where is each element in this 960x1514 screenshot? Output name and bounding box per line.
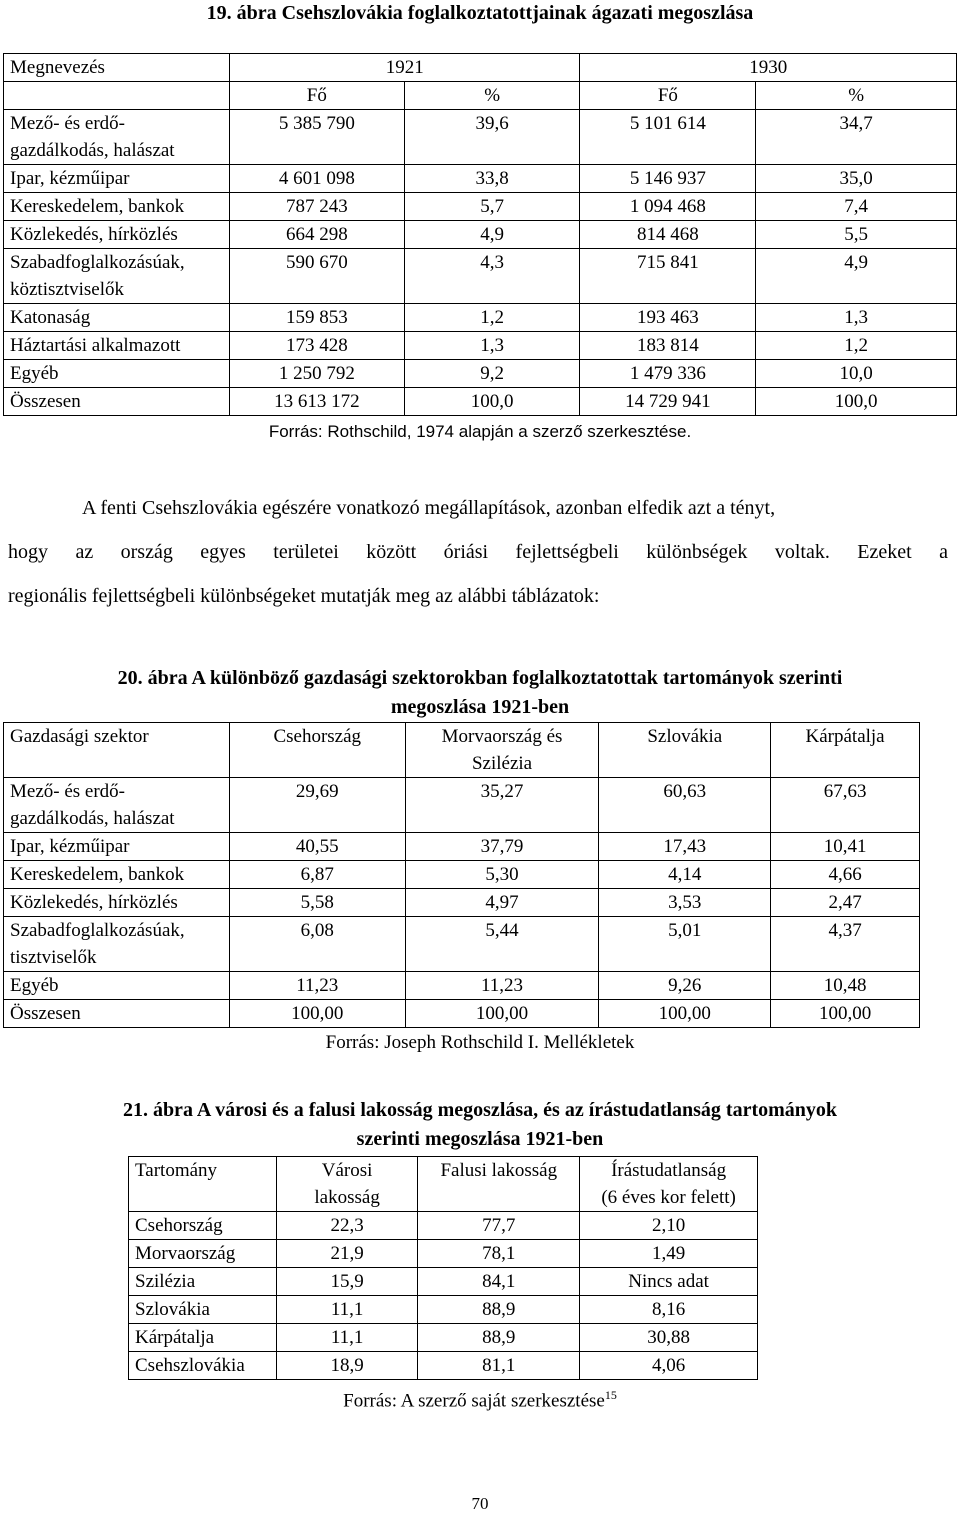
cell-value: 100,0: [404, 388, 580, 416]
cell-value: 4 601 098: [229, 165, 404, 193]
cell-value: 715 841: [580, 249, 756, 304]
table-row: [129, 1240, 758, 1268]
row-label: [4, 110, 230, 165]
table-row: [4, 972, 920, 1000]
table-row: [4, 360, 957, 388]
table-row-total: [4, 1000, 920, 1028]
header-falusi: Falusi lakosság: [418, 1157, 580, 1212]
row-label-line1: Mező- és erdő-: [10, 781, 126, 802]
cell-value: 3,53: [599, 889, 771, 917]
table-row: [4, 165, 957, 193]
subheader-pct-1921: %: [404, 82, 580, 110]
cell-value: 193 463: [580, 304, 756, 332]
row-label: Egyéb: [4, 972, 230, 1000]
cell-value: 35,0: [756, 165, 957, 193]
cell-value: 100,00: [229, 1000, 405, 1028]
cell-value: 4,9: [756, 249, 957, 304]
cell-value: 1 094 468: [580, 193, 756, 221]
cell-value: 11,1: [276, 1324, 418, 1352]
row-label: Morvaország: [129, 1240, 277, 1268]
row-label-line1: Szabadfoglalkozásúak,: [10, 920, 185, 941]
cell-value: 159 853: [229, 304, 404, 332]
cell-value: Nincs adat: [580, 1268, 758, 1296]
row-label: Háztartási alkalmazott: [4, 332, 230, 360]
cell-value: 787 243: [229, 193, 404, 221]
subheader-fo-1930: Fő: [580, 82, 756, 110]
row-label-line2: tisztviselők: [10, 947, 97, 968]
cell-value: 11,23: [229, 972, 405, 1000]
table-row: [129, 1352, 758, 1380]
figure-19-source: Forrás: Rothschild, 1974 alapján a szerző szerkesztése.: [268, 422, 692, 441]
table-header-row: [4, 723, 920, 778]
table-header-row: [129, 1157, 758, 1212]
cell-value: 60,63: [599, 778, 771, 833]
cell-value: 77,7: [418, 1212, 580, 1240]
page-number: 70: [471, 1494, 489, 1513]
cell-value: 173 428: [229, 332, 404, 360]
row-label: Kárpátalja: [129, 1324, 277, 1352]
cell-value: 22,3: [276, 1212, 418, 1240]
cell-value: 6,08: [229, 917, 405, 972]
cell-value: 5 146 937: [580, 165, 756, 193]
table-row: [4, 917, 920, 972]
cell-value: 78,1: [418, 1240, 580, 1268]
cell-value: 8,16: [580, 1296, 758, 1324]
table-row-total: [4, 388, 957, 416]
cell-value: 4,66: [771, 861, 920, 889]
table-row: [4, 833, 920, 861]
cell-value: 81,1: [418, 1352, 580, 1380]
row-label: Összesen: [4, 1000, 230, 1028]
cell-value: 88,9: [418, 1296, 580, 1324]
figure-21-source: [0, 1383, 960, 1413]
table-row: [4, 861, 920, 889]
paragraph-line-3: regionális fejlettségbeli különbségeket mutatják meg az alábbi táblázatok:: [8, 585, 600, 607]
table-row: [4, 332, 957, 360]
table-row: [129, 1324, 758, 1352]
cell-value: 15,9: [276, 1268, 418, 1296]
cell-value: 5,30: [405, 861, 599, 889]
cell-value: 5,7: [404, 193, 580, 221]
header-karpatalja: Kárpátalja: [771, 723, 920, 778]
cell-value: 33,8: [404, 165, 580, 193]
table-row: [4, 249, 957, 304]
cell-value: 40,55: [229, 833, 405, 861]
cell-value: 4,06: [580, 1352, 758, 1380]
cell-value: 13 613 172: [229, 388, 404, 416]
figure-19-title: 19. ábra Csehszlovákia foglalkoztatottjainak ágazati megoszlása: [206, 2, 754, 24]
table-row: [4, 110, 957, 165]
header-tartomany: Tartomány: [129, 1157, 277, 1212]
header-varosi-line2: lakosság: [314, 1187, 380, 1208]
cell-value: 1,3: [404, 332, 580, 360]
table-employment-by-sector: [3, 53, 957, 416]
cell-value: 30,88: [580, 1324, 758, 1352]
header-csehorszag: Csehország: [229, 723, 405, 778]
cell-value: 34,7: [756, 110, 957, 165]
cell-value: 35,27: [405, 778, 599, 833]
row-label: Katonaság: [4, 304, 230, 332]
table-row: [4, 221, 957, 249]
header-year-1921: 1921: [229, 54, 580, 82]
cell-value: 88,9: [418, 1324, 580, 1352]
row-label: Csehszlovákia: [129, 1352, 277, 1380]
cell-value: 5,5: [756, 221, 957, 249]
cell-value: 590 670: [229, 249, 404, 304]
cell-value: 4,3: [404, 249, 580, 304]
cell-value: 6,87: [229, 861, 405, 889]
figure-21-title-line1: 21. ábra A városi és a falusi lakosság megoszlása, és az írástudatlanság tartományok: [122, 1099, 838, 1121]
row-label: [4, 917, 230, 972]
cell-value: 1,3: [756, 304, 957, 332]
cell-value: 1 479 336: [580, 360, 756, 388]
cell-value: 4,37: [771, 917, 920, 972]
row-label: Szlovákia: [129, 1296, 277, 1324]
row-label: Ipar, kézműipar: [4, 833, 230, 861]
cell-value: 9,26: [599, 972, 771, 1000]
table-row: [129, 1296, 758, 1324]
cell-value: 11,23: [405, 972, 599, 1000]
cell-value: 4,14: [599, 861, 771, 889]
empty-cell: [4, 82, 230, 110]
cell-value: 39,6: [404, 110, 580, 165]
cell-value: 5,58: [229, 889, 405, 917]
paragraph-line-2: hogy az ország egyes területei között óriási fejlettségbeli különbségek voltak. Ezeket a: [8, 541, 948, 563]
figure-21-title-line2: szerinti megoszlása 1921-ben: [356, 1128, 604, 1150]
cell-value: 2,10: [580, 1212, 758, 1240]
row-label: Közlekedés, hírközlés: [4, 221, 230, 249]
header-szlovakia: Szlovákia: [599, 723, 771, 778]
body-paragraph: [8, 486, 948, 618]
header-sector: Gazdasági szektor: [4, 723, 230, 778]
cell-value: 5 385 790: [229, 110, 404, 165]
row-label-line2: gazdálkodás, halászat: [10, 140, 175, 161]
cell-value: 9,2: [404, 360, 580, 388]
paragraph-line-1: A fenti Csehszlovákia egészére vonatkozó megállapítások, azonban elfedik azt a tényt,: [82, 497, 776, 519]
row-label: Ipar, kézműipar: [4, 165, 230, 193]
row-label: Egyéb: [4, 360, 230, 388]
cell-value: 100,0: [756, 388, 957, 416]
table-row: [4, 304, 957, 332]
table-sectors-by-province: [3, 722, 920, 1028]
row-label: [4, 778, 230, 833]
cell-value: 17,43: [599, 833, 771, 861]
header-megnevezes: Megnevezés: [4, 54, 230, 82]
row-label: Összesen: [4, 388, 230, 416]
figure-20-title-line2: megoszlása 1921-ben: [390, 696, 570, 718]
footnote-marker[interactable]: 15: [604, 1388, 617, 1402]
header-varosi: [276, 1157, 418, 1212]
cell-value: 183 814: [580, 332, 756, 360]
header-morvaorszag: [405, 723, 599, 778]
cell-value: 1 250 792: [229, 360, 404, 388]
subheader-pct-1930: %: [756, 82, 957, 110]
header-year-1930: 1930: [580, 54, 957, 82]
cell-value: 4,9: [404, 221, 580, 249]
figure-20-source: Forrás: Joseph Rothschild I. Mellékletek: [325, 1032, 635, 1053]
header-varosi-line1: Városi: [321, 1160, 373, 1181]
table-row: [4, 889, 920, 917]
cell-value: 2,47: [771, 889, 920, 917]
cell-value: 18,9: [276, 1352, 418, 1380]
cell-value: 5 101 614: [580, 110, 756, 165]
cell-value: 67,63: [771, 778, 920, 833]
row-label: Kereskedelem, bankok: [4, 861, 230, 889]
row-label-line2: gazdálkodás, halászat: [10, 808, 175, 829]
cell-value: 37,79: [405, 833, 599, 861]
cell-value: 84,1: [418, 1268, 580, 1296]
cell-value: 5,44: [405, 917, 599, 972]
cell-value: 10,48: [771, 972, 920, 1000]
row-label: Csehország: [129, 1212, 277, 1240]
cell-value: 10,0: [756, 360, 957, 388]
cell-value: 11,1: [276, 1296, 418, 1324]
table-subheader-row: [4, 82, 957, 110]
header-iras-line1: Írástudatlanság: [611, 1160, 727, 1181]
row-label: [4, 249, 230, 304]
table-row: [129, 1212, 758, 1240]
table-urban-rural-illiteracy: [128, 1156, 758, 1380]
cell-value: 100,00: [599, 1000, 771, 1028]
cell-value: 4,97: [405, 889, 599, 917]
cell-value: 1,2: [404, 304, 580, 332]
figure-21-source-text: Forrás: A szerző saját szerkesztése: [343, 1390, 605, 1412]
cell-value: 100,00: [405, 1000, 599, 1028]
cell-value: 100,00: [771, 1000, 920, 1028]
cell-value: 5,01: [599, 917, 771, 972]
row-label-line1: Szabadfoglalkozásúak,: [10, 252, 185, 273]
cell-value: 1,2: [756, 332, 957, 360]
header-irastudatlansag: [580, 1157, 758, 1212]
header-morvaorszag-line2: Szilézia: [471, 753, 533, 774]
figure-20-title-line1: 20. ábra A különböző gazdasági szektorokban foglalkoztatottak tartományok szerinti: [117, 667, 843, 689]
table-row: [4, 193, 957, 221]
row-label-line1: Mező- és erdő-: [10, 113, 126, 134]
cell-value: 21,9: [276, 1240, 418, 1268]
table-header-row: [4, 54, 957, 82]
cell-value: 14 729 941: [580, 388, 756, 416]
cell-value: 664 298: [229, 221, 404, 249]
table-row: [4, 778, 920, 833]
row-label: Kereskedelem, bankok: [4, 193, 230, 221]
subheader-fo-1921: Fő: [229, 82, 404, 110]
cell-value: 7,4: [756, 193, 957, 221]
cell-value: 29,69: [229, 778, 405, 833]
cell-value: 1,49: [580, 1240, 758, 1268]
row-label-line2: köztisztviselők: [10, 279, 124, 300]
row-label: Szilézia: [129, 1268, 277, 1296]
cell-value: 10,41: [771, 833, 920, 861]
header-iras-line2: (6 éves kor felett): [601, 1187, 736, 1208]
cell-value: 814 468: [580, 221, 756, 249]
row-label: Közlekedés, hírközlés: [4, 889, 230, 917]
header-morvaorszag-line1: Morvaország és: [441, 726, 563, 747]
table-row: [129, 1268, 758, 1296]
